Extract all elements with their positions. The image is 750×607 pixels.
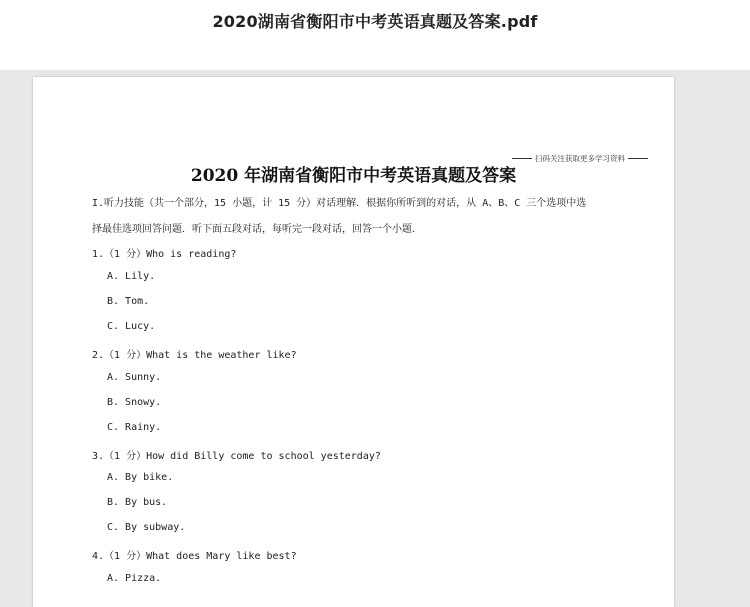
question-1-option-b: B. Tom.	[107, 296, 150, 307]
question-2-option-b: B. Snowy.	[107, 397, 162, 408]
watermark-text: 扫码关注获取更多学习资料	[535, 154, 625, 163]
question-3: 3.（1 分）How did Billy come to school yesterday?	[92, 451, 381, 462]
question-2-option-c: C. Rainy.	[107, 422, 162, 433]
watermark-dash-left	[512, 158, 532, 159]
question-1-option-a: A. Lily.	[107, 271, 156, 282]
question-1-option-c: C. Lucy.	[107, 321, 156, 332]
question-3-option-b: B. By bus.	[107, 497, 168, 508]
watermark-dash-right	[628, 158, 648, 159]
intro-line-2: 择最佳选项回答问题．听下面五段对话，每听完一段对话，回答一个小题．	[92, 224, 422, 235]
document-page[interactable]	[33, 77, 674, 607]
intro-line-1: I.听力技能（共一个部分，15 小题，计 15 分）对话理解．根据你所听到的对话，从 A、B、C 三个选项中选	[92, 198, 587, 209]
question-2: 2.（1 分）What is the weather like?	[92, 350, 297, 361]
question-3-option-c: C. By subway.	[107, 522, 186, 533]
question-3-option-a: A. By bike.	[107, 472, 174, 483]
question-4: 4.（1 分）What does Mary like best?	[92, 551, 297, 562]
question-1: 1.（1 分）Who is reading?	[92, 249, 237, 260]
question-2-option-a: A. Sunny.	[107, 372, 162, 383]
question-4-option-a: A. Pizza.	[107, 573, 162, 584]
document-title: 2020 年湖南省衡阳市中考英语真题及答案	[190, 166, 517, 186]
file-title: 2020湖南省衡阳市中考英语真题及答案.pdf	[212, 12, 538, 31]
file-header-bar	[0, 0, 750, 70]
